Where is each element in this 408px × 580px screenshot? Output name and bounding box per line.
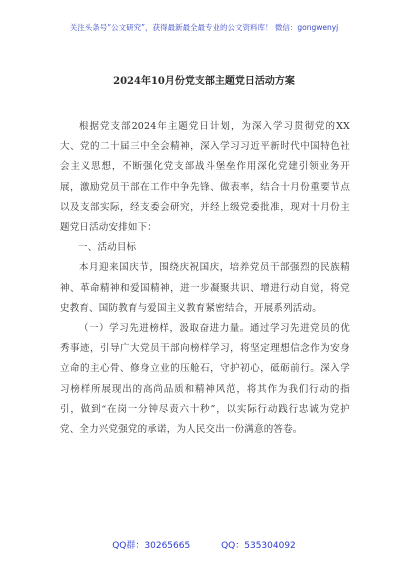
contact-footer: [0, 538, 408, 551]
qq-group-text: QQ群：30265665: [112, 541, 191, 551]
document-body: [60, 117, 350, 440]
promo-banner: 关注头条号“公文研究”，获得最新最全最专业的公文资料库！ 微信：gongwenyj: [69, 23, 339, 32]
intro-paragraph: 根据党支部2024年主题党日计划，为深入学习贯彻党的XX大、党的二十届三中全会精神，深入学习习近平新时代中国特色社会主义思想，不断强化党支部战斗堡垒作用深化党建引领业务开展，激励党员干部在工作中争先锋、做表率，结合十月份重要节点以及支部实际，经支委会研究，并经上级党委批准，现对十月份主题党日活动安排如下：: [60, 121, 350, 234]
document-title: 2024年10月份党支部主题党日活动方案: [113, 76, 295, 87]
objective-paragraph: 本月迎来国庆节，围绕庆祝国庆，培养党员干部强烈的民族精神、革命精神和爱国精神，进一步凝聚共识、增进行动自觉，将党史教育、国防教育与爱国主义教育紧密结合，开展系列活动。: [60, 262, 350, 314]
section-heading: 一、活动目标: [78, 242, 137, 254]
qq-number-text: QQ：535304092: [221, 541, 296, 551]
learning-paragraph: （一）学习先进榜样，汲取奋进力量。通过学习先进党员的优秀事迹，引导广大党员干部向榜样学习，将坚定理想信念作为安身立命的主心骨、修身立业的压舱石，守护初心，砥砺前行。深入学习榜样所展现出的高尚品质和精神风范，将其作为我们行动的指引，做到“在岗一分钟尽责六十秒”，以实际行动践行忠诚为党护党、全力兴党强党的承诺，为人民交出一份满意的答卷。: [60, 323, 350, 436]
